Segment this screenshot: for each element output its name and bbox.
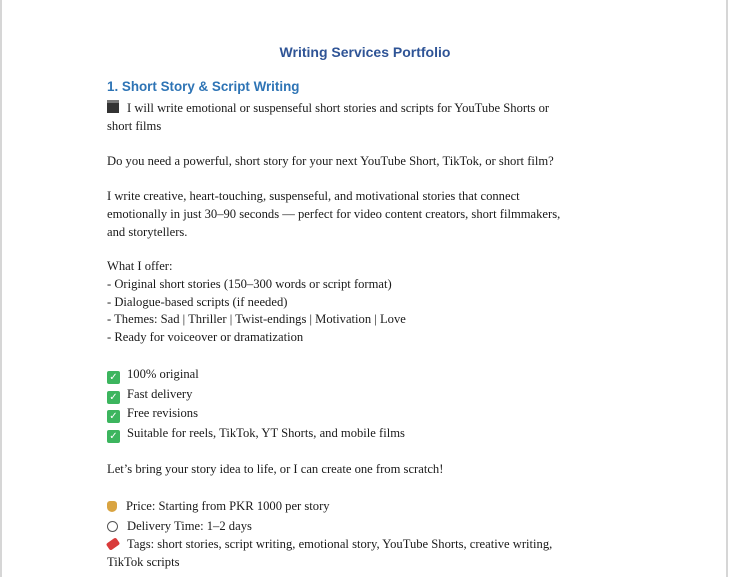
check-mark-icon: ✓ xyxy=(107,391,120,404)
intro-text-line2: short films xyxy=(107,118,162,133)
intro-text-line1: I will write emotional or suspenseful short stories and scripts for YouTube Shorts or xyxy=(127,101,550,115)
question-text: Do you need a powerful, short story for your next YouTube Short, TikTok, or short film? xyxy=(107,154,554,168)
price-text: Price: Starting from PKR 1000 per story xyxy=(126,499,330,513)
check-mark-icon: ✓ xyxy=(107,430,120,443)
document-title: Writing Services Portfolio xyxy=(279,44,451,60)
pitch-text-line1: I write creative, heart-touching, suspenseful, and motivational stories that connect xyxy=(107,189,520,203)
offer-item: - Original short stories (150–300 words or script format) xyxy=(107,276,392,291)
details-list xyxy=(107,497,617,572)
question-paragraph xyxy=(107,153,617,171)
tags-text-line1: Tags: short stories, script writing, emotional story, YouTube Shorts, creative writing, xyxy=(127,537,553,552)
feature-item: Suitable for reels, TikTok, YT Shorts, and mobile films xyxy=(127,425,405,440)
tag-icon xyxy=(106,537,120,550)
page-border-left xyxy=(0,0,2,577)
offer-item: - Dialogue-based scripts (if needed) xyxy=(107,294,288,309)
pitch-text-line2: emotionally in just 30–90 seconds — perfect for video content creators, short filmmakers, xyxy=(107,206,561,221)
pitch-text-line3: and storytellers. xyxy=(107,224,188,239)
feature-item: 100% original xyxy=(127,367,199,381)
page-border-right xyxy=(726,0,728,577)
cta-paragraph xyxy=(107,461,617,479)
offer-item: - Ready for voiceover or dramatization xyxy=(107,330,304,345)
feature-list xyxy=(107,365,617,443)
pitch-paragraph xyxy=(107,188,617,241)
clapper-board-icon xyxy=(107,100,119,113)
delivery-text: Delivery Time: 1–2 days xyxy=(127,518,252,533)
feature-item: Fast delivery xyxy=(127,386,193,401)
money-bag-icon xyxy=(107,501,117,512)
offer-heading: What I offer: xyxy=(107,259,173,273)
intro-paragraph xyxy=(107,100,617,136)
feature-item: Free revisions xyxy=(127,406,198,421)
offer-list xyxy=(107,258,617,347)
offer-item: - Themes: Sad | Thriller | Twist-endings | Motivation | Love xyxy=(107,312,406,327)
check-mark-icon: ✓ xyxy=(107,410,120,423)
tags-text-line2: TikTok scripts xyxy=(107,554,180,569)
check-mark-icon: ✓ xyxy=(107,371,120,384)
cta-text: Let’s bring your story idea to life, or I can create one from scratch! xyxy=(107,462,444,476)
stopwatch-icon xyxy=(107,521,118,532)
section-heading: 1. Short Story & Script Writing xyxy=(107,79,300,94)
